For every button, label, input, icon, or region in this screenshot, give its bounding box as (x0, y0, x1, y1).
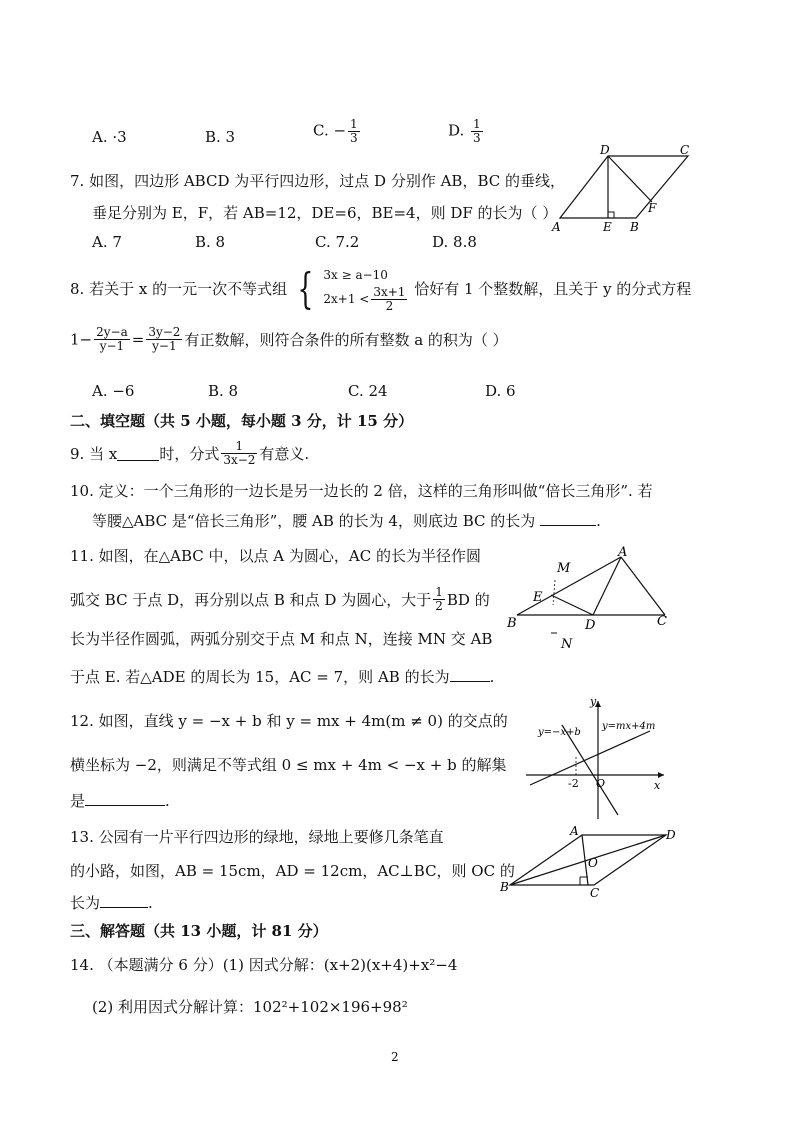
q8-option-a: A. −6 (92, 382, 135, 400)
section-2-heading: 二、填空题（共 5 小题，每小题 3 分，计 15 分） (70, 412, 414, 430)
q9-line: 9. 当 x 时，分式 $\frac{1}{3x-2}$ 有意义. (70, 439, 310, 467)
q8-option-c: C. 24 (348, 382, 388, 400)
q14-line1: 14. （本题满分 6 分）(1) 因式分解：(x+2)(x+4)+x²−4 (70, 956, 458, 974)
q12-label-y-axis: y (590, 695, 597, 708)
q7-option-d: D. 8.8 (432, 233, 477, 251)
q12-label-origin: O (596, 777, 606, 790)
q7-line1: 7. 如图，四边形 ABCD 为平行四边形，过点 D 分别作 AB，BC 的垂线， (70, 172, 565, 190)
q13-label-D: D (666, 828, 676, 842)
q11-label-N: N (561, 637, 573, 652)
q7-line2: 垂足分别为 E，F，若 AB=12，DE=6，BE=4，则 DF 的长为（ ） (92, 204, 558, 222)
section-3-heading: 三、解答题（共 13 小题，计 81 分） (70, 922, 328, 940)
q7-option-a: A. 7 (92, 233, 122, 251)
q7-option-c: C. 7.2 (315, 233, 360, 251)
q12-line3: 是 . (70, 792, 170, 810)
q13-line3: 长为 . (70, 894, 153, 912)
q11-label-B: B (507, 616, 517, 631)
q6-option-a: A. ·3 (92, 128, 127, 146)
q8-line2: 1− $\frac{2y-a}{y-1}$ = $\frac{3y-2}{y-1}$ 有正数解，则符合条件的所有整数 a 的积为（ ） (70, 325, 508, 353)
q7-label-B: B (630, 220, 639, 234)
q12-line2: 横坐标为 −2，则满足不等式组 0 ≤ mx + 4m < −x + b 的解集 (70, 756, 507, 774)
q12-line1: 12. 如图，直线 y = −x + b 和 y = mx + 4m(m ≠ 0) 的交点的 (70, 712, 508, 730)
q7-label-A: A (552, 220, 561, 234)
q11-line3: 长为半径作圆弧，两弧分别交于点 M 和点 N，连接 MN 交 AB (70, 630, 493, 648)
q8-line1: 8. 若关于 x 的一元一次不等式组 { 3x ≥ a−10 2x+1 < $\frac{3x+1}{2}$ 恰好有 1 个整数解，且关于 y 的分式方程 (70, 263, 692, 313)
page-number: 2 (391, 1050, 399, 1064)
q11-label-C: C (657, 614, 667, 629)
q8-option-b: B. 8 (208, 382, 239, 400)
q11-line1: 11. 如图，在△ABC 中，以点 A 为圆心，AC 的长为半径作圆 (70, 547, 481, 565)
q12-label-neg2: -2 (568, 777, 579, 790)
q13-line1: 13. 公园有一片平行四边形的绿地，绿地上要修几条笔直 (70, 828, 444, 846)
q8-option-d: D. 6 (485, 382, 516, 400)
q10-line2: 等腰△ABC 是“倍长三角形”，腰 AB 的长为 4，则底边 BC 的长为 . (92, 512, 601, 530)
q7-label-F: F (648, 201, 657, 215)
q12-label-line1: y=−x+b (538, 727, 581, 738)
q11-line2: 弧交 BC 于点 D，再分别以点 B 和点 D 为圆心，大于 $\frac{1}{2}$ BD 的 (70, 585, 490, 613)
q12-label-x-axis: x (654, 779, 661, 792)
q12-coordinate-figure (520, 695, 670, 825)
q13-label-A: A (570, 825, 579, 838)
q11-label-E: E (533, 590, 543, 605)
q10-line1: 10. 定义：一个三角形的一边长是另一边长的 2 倍，这样的三角形叫做“倍长三角形”. 若 (70, 482, 653, 500)
q8-inequality-system: 3x ≥ a−10 2x+1 < $\frac{3x+1}{2}$ (323, 268, 406, 313)
q7-parallelogram-figure (548, 142, 698, 234)
q11-label-A: A (618, 545, 628, 560)
q6-option-c: C. − $\frac{1}{3}$ (313, 117, 358, 145)
q11-label-M: M (557, 561, 571, 576)
q7-option-b: B. 8 (195, 233, 226, 251)
q11-triangle-figure (505, 545, 685, 655)
q7-label-D: D (600, 143, 610, 157)
q13-label-B: B (500, 880, 509, 894)
q6-option-b: B. 3 (205, 128, 236, 146)
q7-label-E: E (603, 220, 612, 234)
q6-option-d: D. $\frac{1}{3}$ (448, 117, 481, 145)
q13-line2: 的小路，如图，AB = 15cm，AD = 12cm，AC⊥BC，则 OC 的 (70, 862, 515, 880)
q14-line2: (2) 利用因式分解计算：102²+102×196+98² (92, 998, 408, 1016)
q7-label-C: C (680, 143, 690, 157)
q13-label-O: O (588, 856, 598, 870)
q12-label-line2: y=mx+4m (602, 721, 656, 732)
q13-parallelogram-figure (498, 825, 683, 900)
q11-line4: 于点 E. 若△ADE 的周长为 15，AC = 7，则 AB 的长为 . (70, 668, 495, 686)
q11-label-D: D (585, 618, 596, 633)
q13-label-C: C (590, 886, 600, 900)
